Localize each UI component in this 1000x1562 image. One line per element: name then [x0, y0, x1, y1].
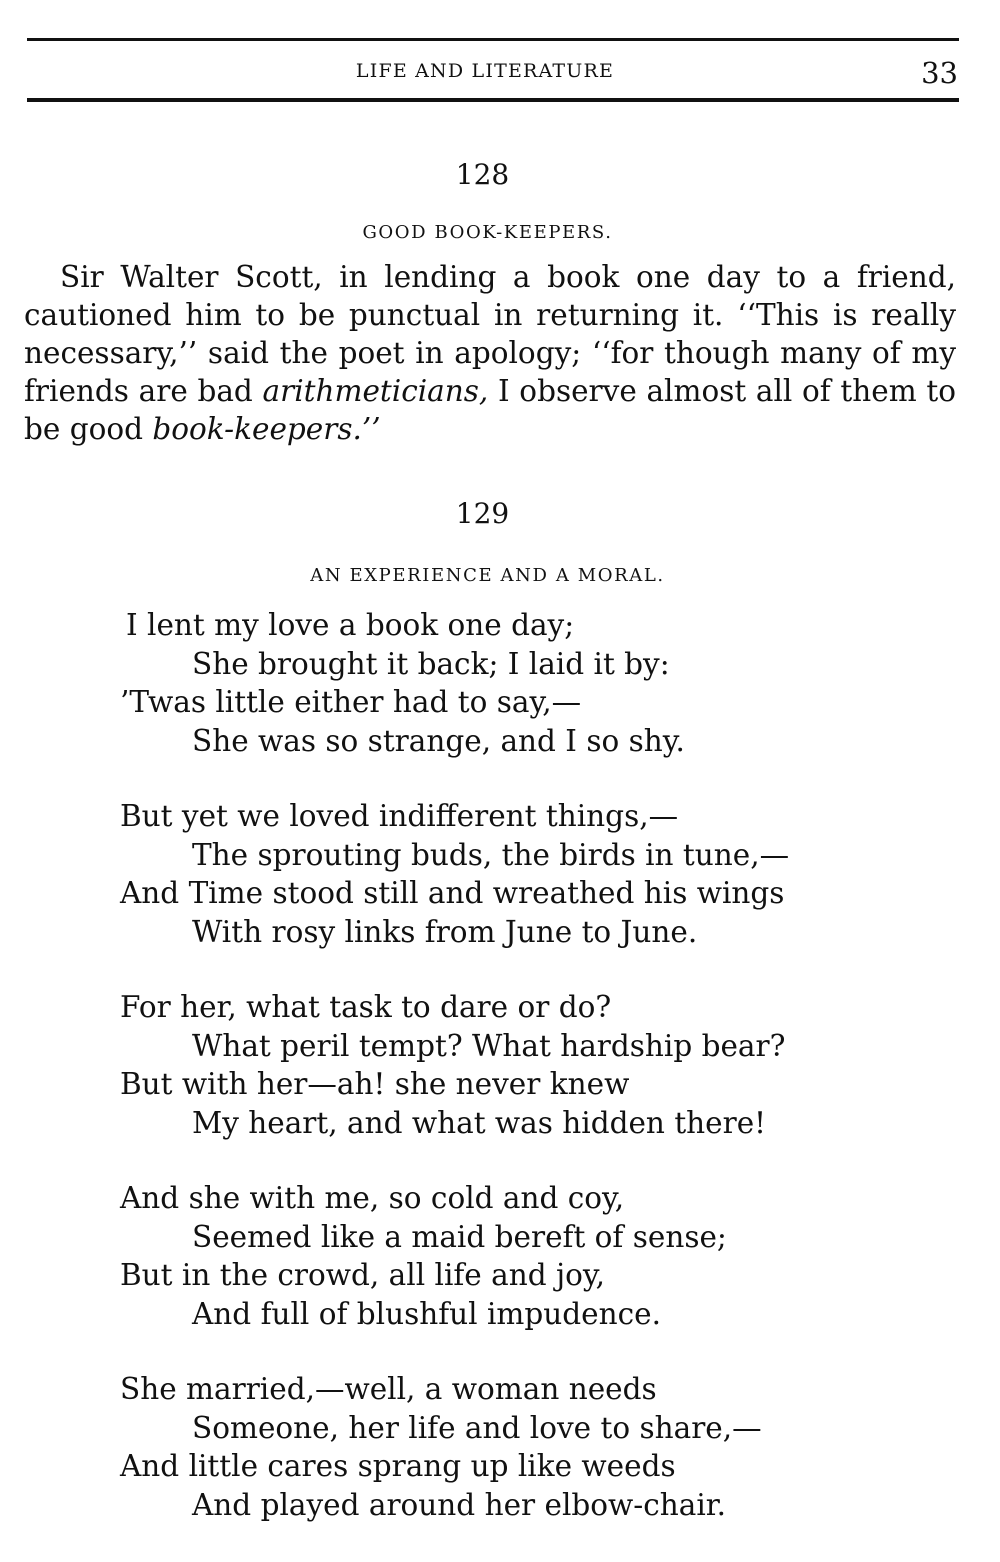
poem-line: But with her—ah! she never knew: [120, 1067, 630, 1101]
paragraph-italic-book-keepers: book-keepers.’’: [152, 412, 381, 446]
poem-line: My heart, and what was hidden there!: [192, 1105, 767, 1140]
page-number: 33: [921, 56, 958, 90]
poem-line: For her, what task to dare or do?: [120, 990, 612, 1024]
poem-line: She was so strange, and I so shy.: [192, 723, 685, 758]
paragraph-italic-arithmeticians: arithmeticians,: [262, 374, 489, 408]
poem-line: And full of blushful impudence.: [192, 1296, 661, 1331]
poem-line: And she with me, so cold and coy,: [120, 1181, 625, 1215]
stanza-2: [120, 797, 900, 951]
running-title: LIFE AND LITERATURE: [355, 60, 615, 82]
poem: [120, 606, 900, 1561]
poem-line: She married,—well, a woman needs: [120, 1372, 657, 1406]
poem-line: And little cares sprang up like weeds: [120, 1449, 676, 1483]
poem-line: I lent my love a book one day;: [126, 608, 575, 642]
paragraph-text-1: Sir Walter Scott, in lending a book one day to a friend, cautioned him to be punctual in returning it. ‘‘This is really necessary,’’ said the poet in apology; ‘‘for though many of my friends are bad: [24, 260, 956, 408]
poem-line: ’Twas little either had to say,—: [120, 685, 582, 719]
entry-number-129: 129: [455, 497, 510, 530]
poem-line: And played around her elbow-chair.: [192, 1487, 727, 1522]
poem-line: Someone, her life and love to share,—: [192, 1410, 762, 1445]
poem-line: But in the crowd, all life and joy,: [120, 1258, 606, 1292]
running-head: [0, 58, 970, 82]
poem-line: Seemed like a maid bereft of sense;: [192, 1219, 727, 1254]
entry-title-good-book-keepers: GOOD BOOK-KEEPERS.: [362, 222, 613, 243]
stanza-3: [120, 988, 900, 1142]
poem-line: But yet we loved indifferent things,—: [120, 799, 679, 833]
anecdote-paragraph: [24, 258, 956, 448]
poem-line: She brought it back; I laid it by:: [192, 646, 670, 681]
paragraph-text-2: I observe almost all of them to be good: [24, 374, 957, 446]
stanza-1: [120, 606, 900, 760]
header-top-rule: [27, 38, 959, 41]
stanza-5: [120, 1370, 900, 1524]
header-bottom-rule: [27, 98, 959, 102]
stanza-4: [120, 1179, 900, 1333]
entry-number-128: 128: [455, 158, 510, 191]
poem-line: With rosy links from June to June.: [192, 914, 698, 949]
poem-line: What peril tempt? What hardship bear?: [192, 1028, 786, 1063]
poem-line: The sprouting buds, the birds in tune,—: [192, 837, 790, 872]
entry-title-experience-and-moral: AN EXPERIENCE AND A MORAL.: [310, 565, 665, 586]
poem-line: And Time stood still and wreathed his wings: [120, 876, 785, 910]
